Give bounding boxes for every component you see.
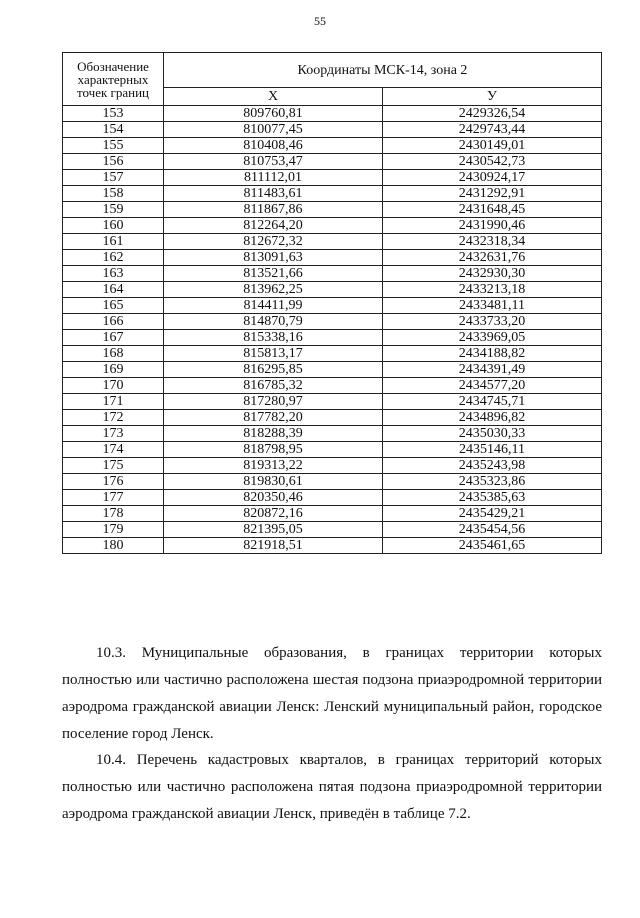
cell-y: 2435385,63 — [383, 490, 602, 506]
cell-x: 821918,51 — [164, 538, 383, 554]
table-row — [63, 202, 602, 218]
paragraph-10-3: 10.3. Муниципальные образования, в границах территории которых полностью или частично расположена шестая подзона приаэродромной территории аэродрома гражданской авиации Ленск: Ленский муниципальный район, городское поселение город Ленск. — [62, 645, 602, 742]
cell-x: 820350,46 — [164, 490, 383, 506]
table-row — [63, 314, 602, 330]
cell-point: 159 — [63, 202, 164, 218]
cell-point: 153 — [63, 106, 164, 122]
header-x: X — [164, 88, 383, 106]
cell-y: 2435323,86 — [383, 474, 602, 490]
cell-x: 815338,16 — [164, 330, 383, 346]
table-row — [63, 538, 602, 554]
table-row — [63, 346, 602, 362]
cell-point: 157 — [63, 170, 164, 186]
coordinates-table-body — [63, 106, 602, 554]
table-row — [63, 490, 602, 506]
cell-y: 2430924,17 — [383, 170, 602, 186]
paragraph-10-4: 10.4. Перечень кадастровых кварталов, в границах территорий которых полностью или частично расположена пятая подзона приаэродромной территории аэродрома гражданской авиации Ленск, приведён в таблице 7.2. — [62, 752, 602, 822]
cell-y: 2433481,11 — [383, 298, 602, 314]
cell-y: 2434188,82 — [383, 346, 602, 362]
cell-point: 169 — [63, 362, 164, 378]
table-row — [63, 362, 602, 378]
cell-point: 175 — [63, 458, 164, 474]
cell-x: 813521,66 — [164, 266, 383, 282]
table-row — [63, 298, 602, 314]
cell-y: 2432930,30 — [383, 266, 602, 282]
cell-x: 821395,05 — [164, 522, 383, 538]
cell-point: 172 — [63, 410, 164, 426]
table-row — [63, 378, 602, 394]
cell-point: 177 — [63, 490, 164, 506]
cell-y: 2435030,33 — [383, 426, 602, 442]
table-row — [63, 410, 602, 426]
cell-y: 2435243,98 — [383, 458, 602, 474]
cell-x: 810077,45 — [164, 122, 383, 138]
table-row — [63, 234, 602, 250]
table-row — [63, 122, 602, 138]
table-row — [63, 426, 602, 442]
cell-x: 810753,47 — [164, 154, 383, 170]
header-point-designation: Обозначение характерных точек границ — [63, 53, 164, 106]
table-row — [63, 218, 602, 234]
cell-y: 2435146,11 — [383, 442, 602, 458]
cell-point: 165 — [63, 298, 164, 314]
cell-x: 820872,16 — [164, 506, 383, 522]
cell-point: 166 — [63, 314, 164, 330]
table-row — [63, 186, 602, 202]
cell-point: 179 — [63, 522, 164, 538]
cell-point: 180 — [63, 538, 164, 554]
cell-y: 2432631,76 — [383, 250, 602, 266]
table-row — [63, 522, 602, 538]
cell-y: 2433213,18 — [383, 282, 602, 298]
cell-y: 2434896,82 — [383, 410, 602, 426]
table-row — [63, 394, 602, 410]
table-row — [63, 106, 602, 122]
cell-point: 171 — [63, 394, 164, 410]
cell-y: 2431648,45 — [383, 202, 602, 218]
table-row — [63, 442, 602, 458]
cell-point: 167 — [63, 330, 164, 346]
cell-point: 164 — [63, 282, 164, 298]
table-row — [63, 170, 602, 186]
cell-point: 173 — [63, 426, 164, 442]
cell-y: 2433969,05 — [383, 330, 602, 346]
cell-point: 158 — [63, 186, 164, 202]
cell-x: 811483,61 — [164, 186, 383, 202]
table-row — [63, 138, 602, 154]
cell-x: 811867,86 — [164, 202, 383, 218]
cell-point: 160 — [63, 218, 164, 234]
cell-x: 813962,25 — [164, 282, 383, 298]
cell-point: 176 — [63, 474, 164, 490]
table-row — [63, 154, 602, 170]
cell-x: 816785,32 — [164, 378, 383, 394]
table-row — [63, 266, 602, 282]
header-coordinates: Координаты МСК-14, зона 2 — [164, 53, 602, 88]
cell-x: 814870,79 — [164, 314, 383, 330]
cell-x: 818288,39 — [164, 426, 383, 442]
cell-x: 811112,01 — [164, 170, 383, 186]
cell-point: 156 — [63, 154, 164, 170]
cell-y: 2434577,20 — [383, 378, 602, 394]
cell-x: 812264,20 — [164, 218, 383, 234]
cell-y: 2429743,44 — [383, 122, 602, 138]
cell-x: 815813,17 — [164, 346, 383, 362]
cell-x: 813091,63 — [164, 250, 383, 266]
cell-point: 168 — [63, 346, 164, 362]
cell-y: 2435429,21 — [383, 506, 602, 522]
cell-y: 2430542,73 — [383, 154, 602, 170]
page-number: 55 — [314, 14, 326, 28]
cell-y: 2432318,34 — [383, 234, 602, 250]
coordinates-table — [62, 52, 602, 554]
cell-x: 817782,20 — [164, 410, 383, 426]
cell-y: 2435461,65 — [383, 538, 602, 554]
table-row — [63, 250, 602, 266]
cell-y: 2431990,46 — [383, 218, 602, 234]
table-row — [63, 506, 602, 522]
cell-point: 162 — [63, 250, 164, 266]
cell-y: 2434745,71 — [383, 394, 602, 410]
cell-point: 154 — [63, 122, 164, 138]
cell-y: 2431292,91 — [383, 186, 602, 202]
cell-y: 2434391,49 — [383, 362, 602, 378]
cell-point: 174 — [63, 442, 164, 458]
header-y: У — [383, 88, 602, 106]
cell-x: 819313,22 — [164, 458, 383, 474]
cell-x: 812672,32 — [164, 234, 383, 250]
cell-x: 819830,61 — [164, 474, 383, 490]
cell-point: 170 — [63, 378, 164, 394]
table-row — [63, 474, 602, 490]
cell-x: 818798,95 — [164, 442, 383, 458]
table-row — [63, 458, 602, 474]
cell-point: 161 — [63, 234, 164, 250]
cell-point: 163 — [63, 266, 164, 282]
cell-x: 810408,46 — [164, 138, 383, 154]
cell-y: 2435454,56 — [383, 522, 602, 538]
cell-x: 817280,97 — [164, 394, 383, 410]
table-row — [63, 330, 602, 346]
cell-x: 814411,99 — [164, 298, 383, 314]
cell-y: 2429326,54 — [383, 106, 602, 122]
table-row — [63, 282, 602, 298]
cell-x: 809760,81 — [164, 106, 383, 122]
cell-x: 816295,85 — [164, 362, 383, 378]
cell-point: 178 — [63, 506, 164, 522]
cell-y: 2433733,20 — [383, 314, 602, 330]
cell-point: 155 — [63, 138, 164, 154]
cell-y: 2430149,01 — [383, 138, 602, 154]
